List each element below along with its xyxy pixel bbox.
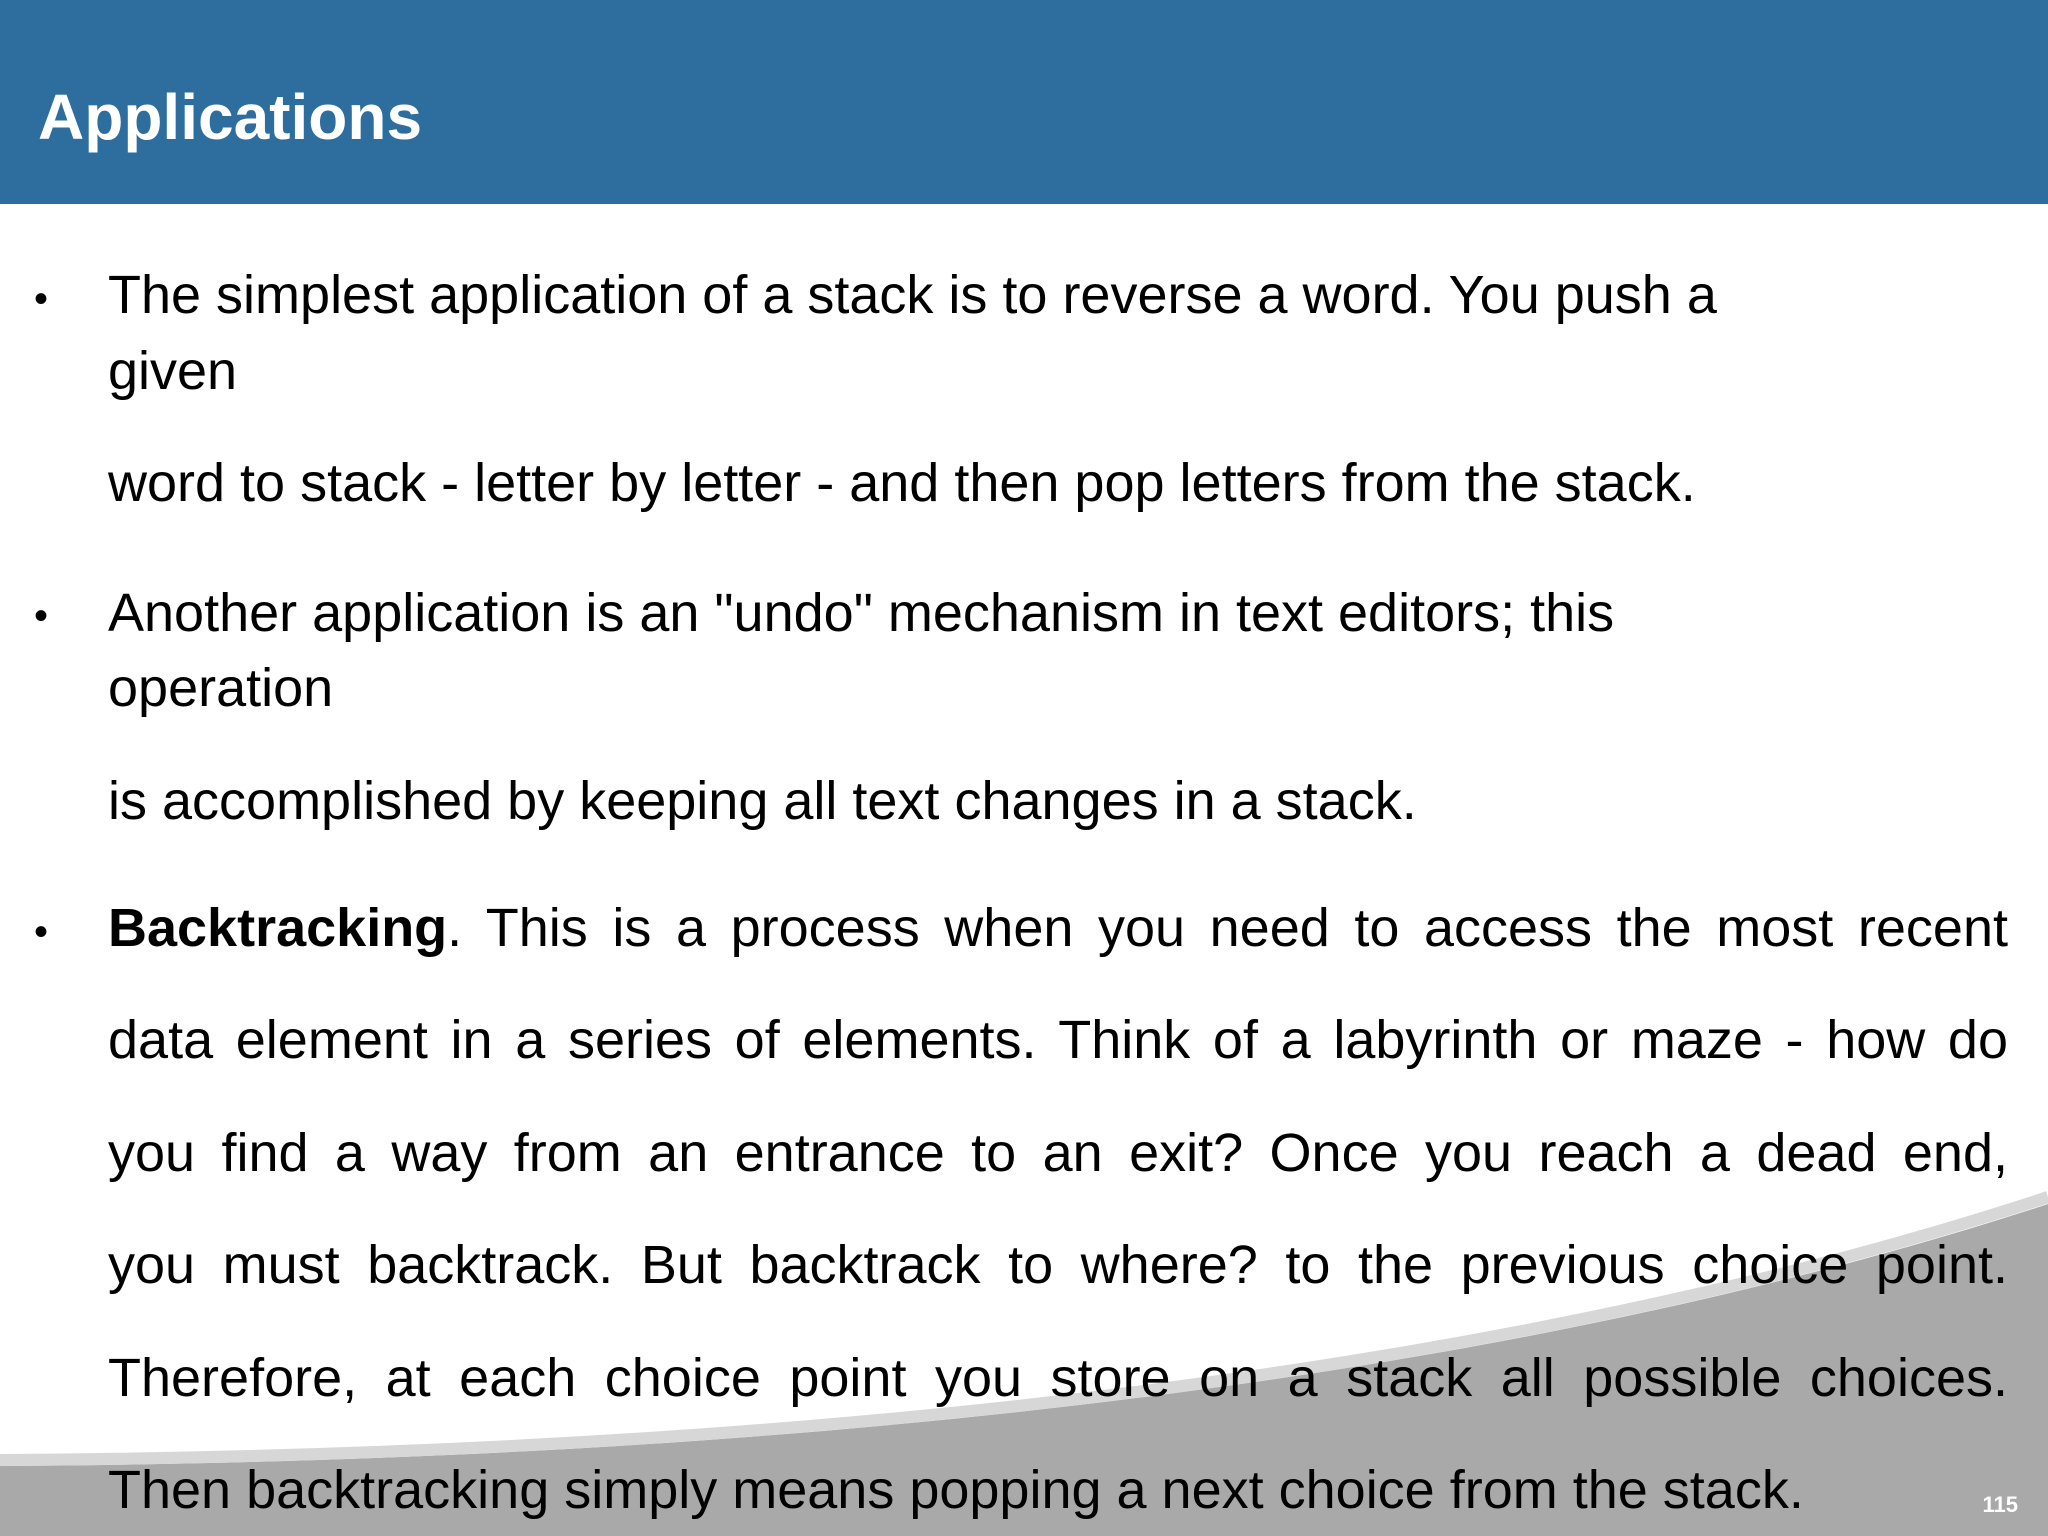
bullet-3: • <box>34 910 49 954</box>
backtracking-term: Backtracking <box>108 898 448 958</box>
bullet-3-line-6: Then backtracking simply means popping a next choice from the stack. <box>108 1460 1804 1520</box>
bullet-1-line-1: The simplest application of a stack is to reverse a word. You push a <box>108 265 1717 325</box>
slide-title: Applications <box>38 81 423 153</box>
bullet-3-line-4: you must backtrack. But backtrack to where? to the previous choice point. <box>108 1235 2008 1295</box>
bullet-2-line-2: operation <box>108 658 334 718</box>
bullet-3-line-2: data element in a series of elements. Think of a labyrinth or maze - how do <box>108 1010 2008 1070</box>
bullet-2: • <box>34 594 49 638</box>
bullet-3-line-1 <box>108 895 2008 963</box>
bullet-2-line-3: is accomplished by keeping all text changes in a stack. <box>108 771 1417 831</box>
bullet-2-line-1: Another application is an "undo" mechanism in text editors; this <box>108 583 1615 643</box>
bullet-1-line-2: given <box>108 341 238 401</box>
bullet-1-line-3: word to stack - letter by letter - and then pop letters from the stack. <box>108 453 1696 513</box>
bullet-1: • <box>34 277 49 321</box>
bullet-3-line-5: Therefore, at each choice point you store on a stack all possible choices. <box>108 1348 2008 1408</box>
page-number: 115 <box>1982 1492 2018 1517</box>
bullet-3-line-1-text: . This is a process when you need to access the most recent <box>447 898 2008 958</box>
bullet-3-line-3: you find a way from an entrance to an exit? Once you reach a dead end, <box>108 1123 2008 1183</box>
